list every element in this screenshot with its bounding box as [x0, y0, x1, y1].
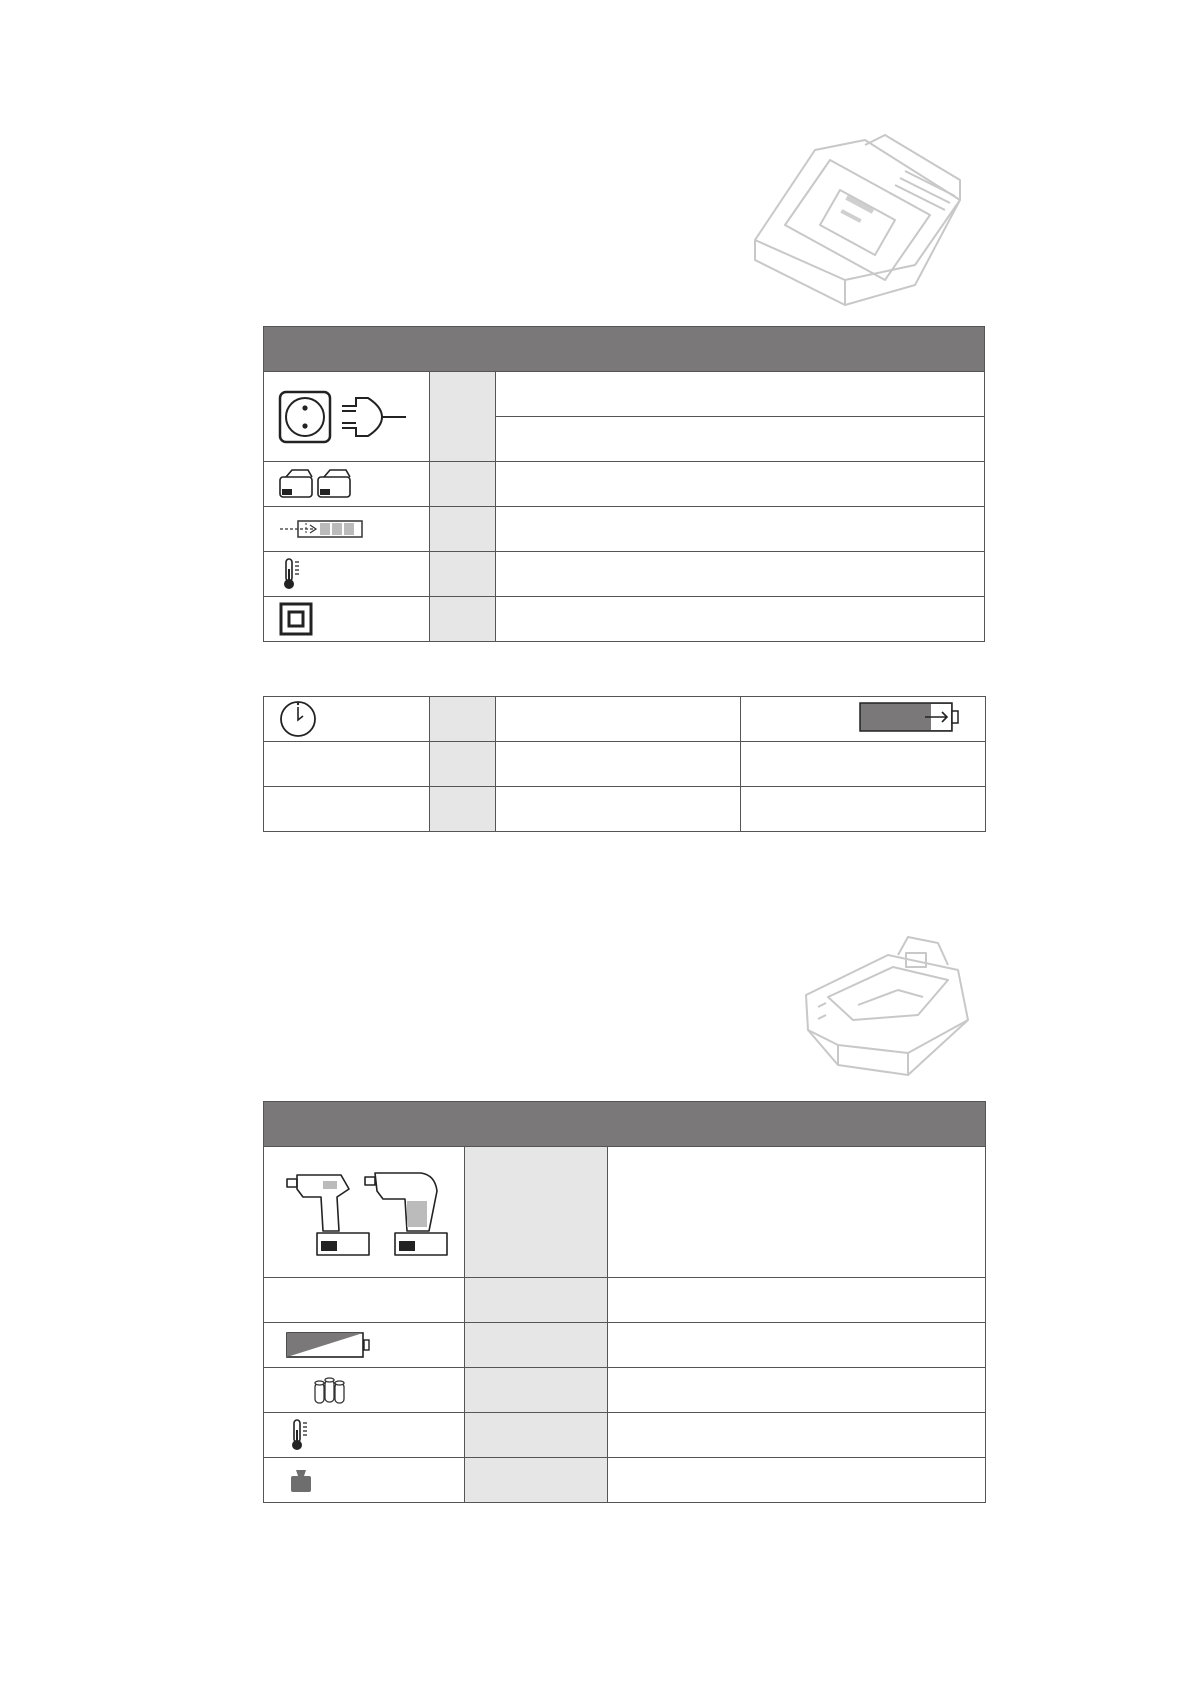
table-header: [264, 327, 985, 372]
table-row: [264, 462, 985, 507]
table-row: [264, 1368, 986, 1413]
text-cell: [496, 597, 985, 642]
table-row: [264, 1413, 986, 1458]
value-cell: [465, 1323, 608, 1368]
icon-cell: [264, 742, 430, 787]
value-cell: [465, 1278, 608, 1323]
battery-packs-icon: [278, 467, 358, 501]
value-cell: [430, 507, 496, 552]
mains-socket-plug-icon: [278, 389, 408, 445]
table-row: [264, 1458, 986, 1503]
icon-cell: [264, 552, 430, 597]
table-row: [264, 697, 986, 742]
battery-full-arrow-icon: [859, 701, 959, 733]
text-cell: [741, 742, 986, 787]
value-cell: [430, 552, 496, 597]
table-row: [264, 742, 986, 787]
text-cell: [496, 742, 741, 787]
text-cell: [496, 787, 741, 832]
table-row: [264, 787, 986, 832]
icon-cell: [264, 372, 430, 462]
value-cell: [430, 742, 496, 787]
text-cell: [741, 697, 986, 742]
table-row: [264, 372, 985, 417]
icon-cell: [264, 1323, 465, 1368]
charging-current-icon: [278, 518, 364, 540]
icon-cell: [264, 1147, 465, 1278]
text-cell: [741, 787, 986, 832]
text-cell: [608, 1147, 986, 1278]
protection-class-ii-icon: [278, 601, 314, 637]
text-cell: [608, 1413, 986, 1458]
value-cell: [430, 787, 496, 832]
icon-cell: [264, 697, 430, 742]
icon-cell: [264, 507, 430, 552]
text-cell: [608, 1458, 986, 1503]
clock-icon: [278, 699, 318, 739]
cells-icon: [312, 1375, 348, 1405]
value-cell: [430, 462, 496, 507]
text-cell: [496, 552, 985, 597]
icon-cell: [264, 1368, 465, 1413]
text-cell: [496, 697, 741, 742]
charger-illustration: [745, 130, 975, 310]
text-cell: [496, 507, 985, 552]
weight-icon: [288, 1466, 314, 1494]
table-row: [264, 552, 985, 597]
table-row: [264, 597, 985, 642]
charger-specifications-table: [263, 326, 985, 642]
battery-pack-illustration: [798, 935, 976, 1085]
value-cell: [430, 597, 496, 642]
text-cell: [496, 372, 985, 417]
icon-cell: [264, 597, 430, 642]
text-cell: [608, 1278, 986, 1323]
text-cell: [496, 462, 985, 507]
battery-capacity-icon: [286, 1331, 370, 1359]
charge-time-table: [263, 696, 986, 832]
icon-cell: [264, 1413, 465, 1458]
value-cell: [430, 697, 496, 742]
cordless-drills-icon: [279, 1161, 449, 1259]
value-cell: [465, 1458, 608, 1503]
battery-specifications-table: [263, 1101, 986, 1503]
thermometer-icon: [286, 1418, 316, 1452]
table-header: [264, 1102, 986, 1147]
value-cell: [465, 1368, 608, 1413]
icon-cell: [264, 1458, 465, 1503]
table-row: [264, 1323, 986, 1368]
text-cell: [496, 417, 985, 462]
thermometer-icon: [278, 557, 308, 591]
value-cell: [465, 1147, 608, 1278]
icon-cell: [264, 787, 430, 832]
value-cell: [465, 1413, 608, 1458]
text-cell: [608, 1368, 986, 1413]
icon-cell: [264, 1278, 465, 1323]
icon-cell: [264, 462, 430, 507]
value-cell: [430, 372, 496, 462]
table-row: [264, 507, 985, 552]
table-row: [264, 1147, 986, 1278]
table-row: [264, 1278, 986, 1323]
text-cell: [608, 1323, 986, 1368]
